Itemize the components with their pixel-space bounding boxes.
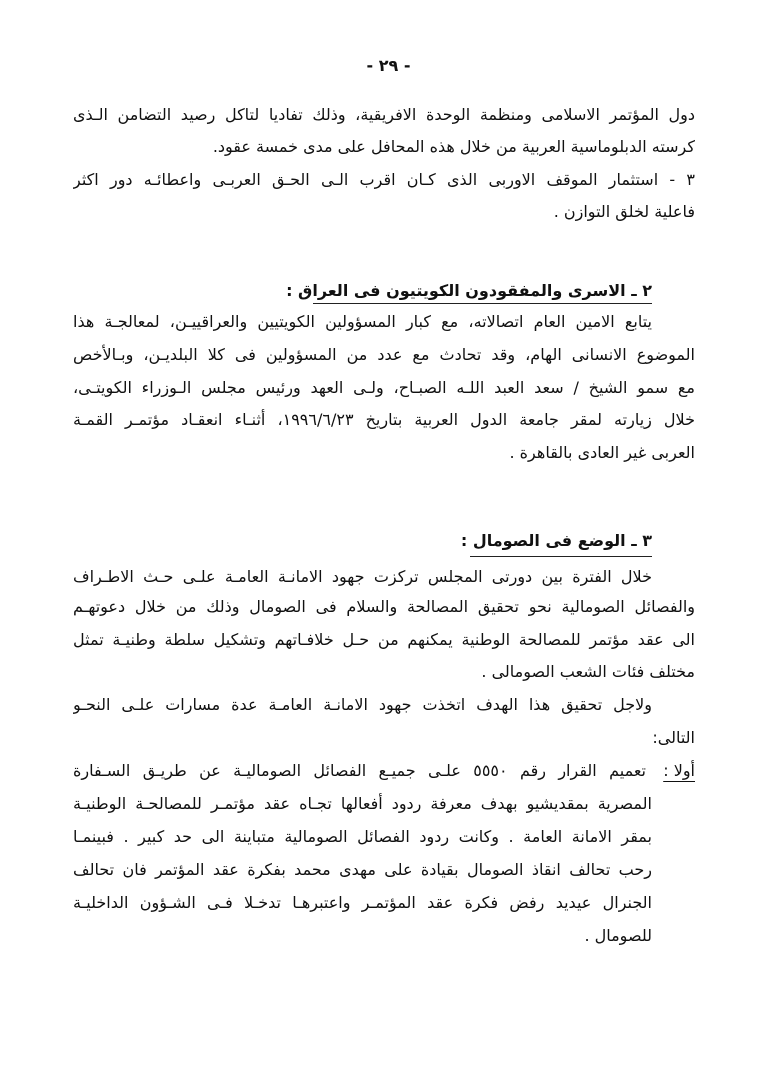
section-heading: ٢ ـ الاسرى والمفقودون الكويتيون فى العراق : [286, 281, 652, 300]
page-number: - ٢٩ - [366, 56, 411, 75]
text-line: المصرية بمقديشيو بهدف معرفة ردود أفعالها تجـاه عقد مؤتمـر للمصالحـة الوطنيـة [73, 794, 652, 813]
heading-underline [313, 303, 652, 304]
text-line: خلال الفترة بين دورتى المجلس تركزت جهود الامانـة العامـة علـى حـث الاطـراف [73, 567, 652, 586]
text-line: ولاجل تحقيق هذا الهدف اتخذت جهود الامانـة العامـة عدة مسارات علـى النحـو [73, 695, 652, 714]
text-line: دول المؤتمر الاسلامى ومنظمة الوحدة الافريقية، وذلك تفاديا لتاكل رصيد التضامن الـذى [73, 105, 695, 124]
text-line: بمقر الامانة العامة . وكانت ردود الفصائل الصومالية متباينة الى حد كبير . فبينمـا [73, 827, 652, 846]
section-heading: ٣ ـ الوضع فى الصومال : [460, 531, 652, 550]
text-line: خلال زيارته لمقر جامعة الدول العربية بتاريخ ١٩٩٦/٦/٢٣، أثنـاء انعقـاد مؤتمـر القمـة [73, 410, 695, 429]
text-line: فاعلية لخلق التوازن . [553, 202, 695, 221]
text-line: يتابع الامين العام اتصالاته، مع كبار المسؤولين الكويتيين والعراقييـن، لمعالجـة هذا [73, 312, 652, 331]
text-line: التالى: [652, 728, 695, 747]
text-line: ٣ - استثمار الموقف الاوربى الذى كـان اقرب الـى الحـق العربـى واعطائـه دور اكثر [73, 170, 695, 189]
text-line: للصومال . [584, 926, 652, 945]
text-line: رحب تحالف انقاذ الصومال بقيادة على مهدى محمد بفكرة عقد المؤتمر فان تحالف [73, 860, 652, 879]
text-line: كرسته الدبلوماسية العربية من خلال هذه المحافل على مدى خمسة عقود. [212, 137, 695, 156]
text-line: مع سمو الشيخ / سعد العبد اللـه الصبـاح، ولـى العهد ورئيس مجلس الـوزراء الكويتـى، [73, 378, 695, 397]
text-line: الموضوع الانسانى الهام، وقد تحادث مع عدد من المسؤولين فى كلا البلديـن، وبـالأخص [73, 345, 695, 364]
text-line: والفصائل الصومالية نحو تحقيق المصالحة والسلام فى الصومال وذلك من خلال دعوتهـم [73, 597, 695, 616]
text-line: مختلف فئات الشعب الصومالى . [481, 662, 695, 681]
text-line: العربى غير العادى بالقاهرة . [509, 443, 695, 462]
text-line: الى عقد مؤتمر للمصالحة الوطنية يمكنهم من حـل خلافـاتهم وتشكيل سلطة وطنيـة تمثل [73, 630, 695, 649]
text-line: الجنرال عيديد رفض فكرة عقد المؤتمـر واعتبرهـا تدخـلا فـى الشـؤون الداخليـة [73, 893, 652, 912]
item-label-first: أولا : [663, 761, 695, 780]
text-line: تعميم القرار رقم ٥٥٥٠ علـى جميـع الفصائل الصوماليـة عن طريـق السـفارة [73, 761, 646, 780]
heading-underline [470, 556, 652, 557]
